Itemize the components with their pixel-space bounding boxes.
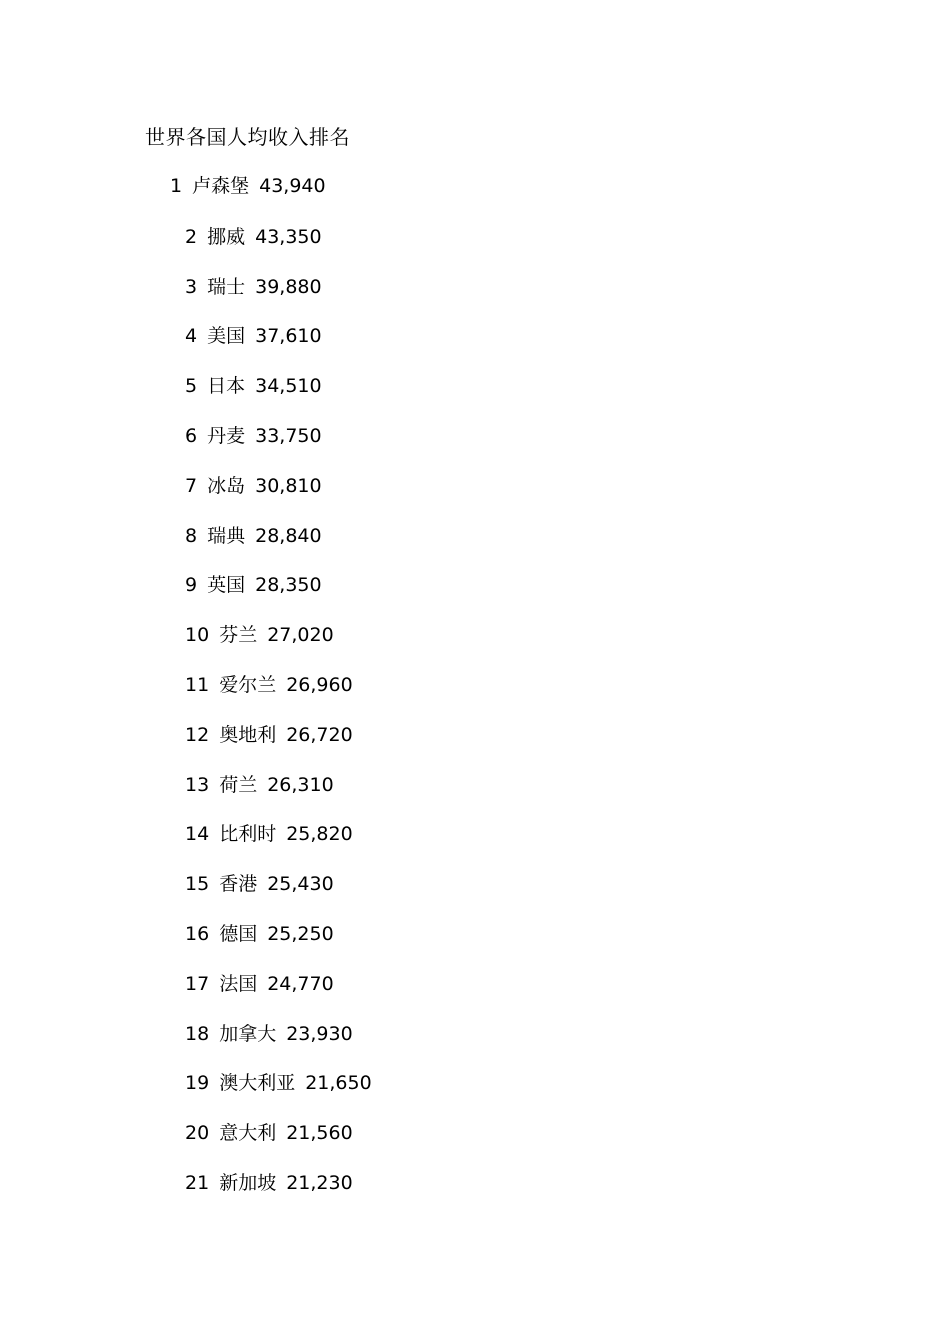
rank-number: 18 bbox=[185, 1023, 210, 1045]
income-value: 26,960 bbox=[286, 674, 353, 696]
list-item bbox=[185, 773, 334, 797]
income-value: 28,840 bbox=[255, 525, 322, 547]
rank-number: 8 bbox=[185, 525, 198, 547]
list-item bbox=[185, 324, 322, 348]
rank-number: 10 bbox=[185, 624, 210, 646]
country-name: 卢森堡 bbox=[192, 175, 250, 197]
list-item bbox=[185, 474, 322, 498]
income-value: 25,820 bbox=[286, 823, 353, 845]
rank-number: 9 bbox=[185, 574, 198, 596]
income-value: 21,560 bbox=[286, 1122, 353, 1144]
list-item bbox=[185, 673, 353, 697]
income-value: 25,430 bbox=[267, 873, 334, 895]
income-value: 24,770 bbox=[267, 973, 334, 995]
rank-number: 4 bbox=[185, 325, 198, 347]
country-name: 瑞士 bbox=[207, 276, 246, 298]
country-name: 奥地利 bbox=[219, 724, 277, 746]
rank-number: 14 bbox=[185, 823, 210, 845]
country-name: 芬兰 bbox=[219, 624, 258, 646]
list-item bbox=[185, 922, 334, 946]
rank-number: 3 bbox=[185, 276, 198, 298]
list-item bbox=[185, 1121, 353, 1145]
income-value: 27,020 bbox=[267, 624, 334, 646]
country-name: 新加坡 bbox=[219, 1172, 277, 1194]
list-item bbox=[185, 1171, 353, 1195]
country-name: 比利时 bbox=[219, 823, 277, 845]
country-name: 丹麦 bbox=[207, 425, 246, 447]
list-item bbox=[185, 1022, 353, 1046]
country-name: 德国 bbox=[219, 923, 258, 945]
list-item bbox=[185, 1071, 372, 1095]
country-name: 英国 bbox=[207, 574, 246, 596]
list-item bbox=[185, 573, 322, 597]
country-name: 荷兰 bbox=[219, 774, 258, 796]
rank-number: 15 bbox=[185, 873, 210, 895]
rank-number: 7 bbox=[185, 475, 198, 497]
income-value: 23,930 bbox=[286, 1023, 353, 1045]
income-value: 26,720 bbox=[286, 724, 353, 746]
rank-number: 6 bbox=[185, 425, 198, 447]
income-value: 39,880 bbox=[255, 276, 322, 298]
rank-number: 20 bbox=[185, 1122, 210, 1144]
income-value: 33,750 bbox=[255, 425, 322, 447]
country-name: 法国 bbox=[219, 973, 258, 995]
country-name: 冰岛 bbox=[207, 475, 246, 497]
country-name: 日本 bbox=[207, 375, 246, 397]
income-value: 43,350 bbox=[255, 226, 322, 248]
rank-number: 2 bbox=[185, 226, 198, 248]
list-item bbox=[185, 524, 322, 548]
rank-number: 19 bbox=[185, 1072, 210, 1094]
country-name: 意大利 bbox=[219, 1122, 277, 1144]
list-item bbox=[185, 424, 322, 448]
income-value: 37,610 bbox=[255, 325, 322, 347]
list-item bbox=[185, 225, 322, 249]
income-value: 26,310 bbox=[267, 774, 334, 796]
rank-number: 1 bbox=[170, 175, 183, 197]
income-value: 43,940 bbox=[259, 175, 326, 197]
list-item bbox=[185, 723, 353, 747]
country-name: 香港 bbox=[219, 873, 258, 895]
country-name: 挪威 bbox=[207, 226, 246, 248]
country-name: 瑞典 bbox=[207, 525, 246, 547]
income-value: 21,650 bbox=[305, 1072, 372, 1094]
country-name: 爱尔兰 bbox=[219, 674, 277, 696]
rank-number: 11 bbox=[185, 674, 210, 696]
country-name: 美国 bbox=[207, 325, 246, 347]
list-item bbox=[170, 174, 326, 198]
income-value: 21,230 bbox=[286, 1172, 353, 1194]
income-value: 30,810 bbox=[255, 475, 322, 497]
income-value: 25,250 bbox=[267, 923, 334, 945]
rank-number: 17 bbox=[185, 973, 210, 995]
rank-number: 12 bbox=[185, 724, 210, 746]
page-title: 世界各国人均收入排名 bbox=[145, 125, 350, 149]
rank-number: 5 bbox=[185, 375, 198, 397]
list-item bbox=[185, 972, 334, 996]
list-item bbox=[185, 275, 322, 299]
list-item bbox=[185, 623, 334, 647]
list-item bbox=[185, 872, 334, 896]
list-item bbox=[185, 822, 353, 846]
rank-number: 16 bbox=[185, 923, 210, 945]
rank-number: 21 bbox=[185, 1172, 210, 1194]
list-item bbox=[185, 374, 322, 398]
income-value: 34,510 bbox=[255, 375, 322, 397]
rank-number: 13 bbox=[185, 774, 210, 796]
income-value: 28,350 bbox=[255, 574, 322, 596]
country-name: 加拿大 bbox=[219, 1023, 277, 1045]
country-name: 澳大利亚 bbox=[219, 1072, 296, 1094]
